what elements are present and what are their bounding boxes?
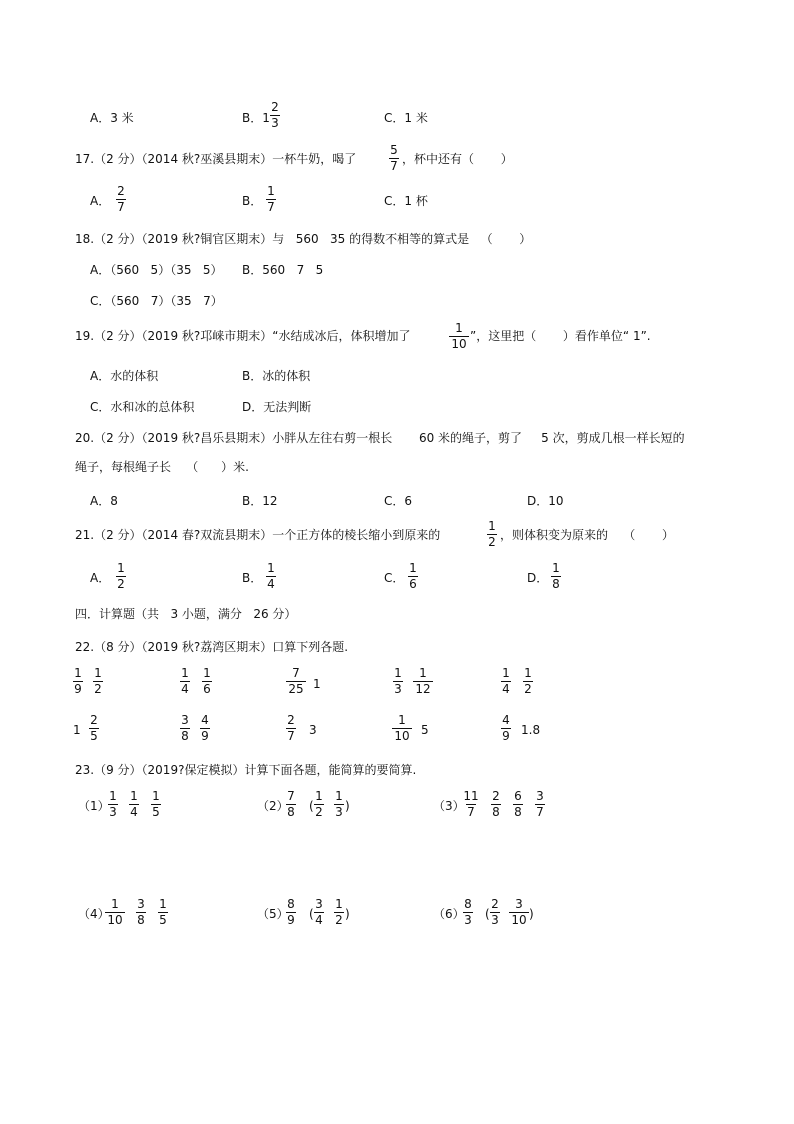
numerator: 5: [390, 143, 398, 157]
q23-item6-frac3: [509, 898, 529, 927]
q23-item5-open-paren: (: [309, 907, 314, 921]
denominator: 2: [117, 577, 125, 591]
q22-stem: 22.（8 分）（2019 秋?荔湾区期末）口算下列各题.: [75, 640, 349, 654]
numerator: 3: [315, 897, 323, 911]
denominator: 9: [502, 729, 510, 743]
denominator: 3: [394, 682, 402, 696]
q22-r1-c4-frac1: [393, 667, 403, 696]
q23-item2-frac3: [334, 790, 344, 819]
q23-stem: 23.（9 分）（2019?保定模拟）计算下面各题，能简算的要简算.: [75, 763, 417, 777]
q16-option-b-fraction: [270, 101, 280, 130]
q21-option-b-fraction: [266, 562, 276, 591]
q18-option-a: A．（560 5）（35 5）: [90, 263, 223, 277]
numerator: 1: [315, 789, 323, 803]
q22-r1-c5-frac2: [523, 667, 533, 696]
numerator: 2: [117, 184, 125, 198]
numerator: 1: [181, 666, 189, 680]
denominator: 2: [94, 682, 102, 696]
numerator: 1: [203, 666, 211, 680]
q22-r2-c4-tail: 5: [421, 723, 429, 737]
q23-item3-frac1: [463, 789, 479, 819]
numerator: 3: [515, 897, 523, 911]
denominator: 7: [467, 805, 475, 819]
numerator: 1: [74, 666, 82, 680]
q18-option-b: B．560 7 5: [242, 263, 324, 277]
denominator: 8: [181, 729, 189, 743]
q23-item4-label: （4）: [78, 907, 110, 921]
denominator: 8: [287, 805, 295, 819]
q17-option-a-fraction: [116, 185, 126, 214]
q16-option-b-label: B．1: [242, 111, 270, 125]
q23-item5-close-paren: ): [345, 907, 350, 921]
q17-option-a-label: A．: [90, 194, 111, 208]
numerator: 1: [335, 789, 343, 803]
q19-stem-fraction: [449, 322, 469, 351]
denominator: 4: [181, 682, 189, 696]
denominator: 9: [287, 913, 295, 927]
denominator: 8: [514, 805, 522, 819]
numerator: 1: [488, 519, 496, 533]
q22-r1-c1-frac2: [93, 667, 103, 696]
numerator: 3: [536, 789, 544, 803]
q19-option-c: C．水和冰的总体积: [90, 400, 195, 414]
denominator: 10: [394, 729, 410, 743]
q19-option-a: A．水的体积: [90, 369, 159, 383]
denominator: 2: [488, 535, 496, 549]
numerator: 6: [514, 789, 522, 803]
numerator: 4: [201, 713, 209, 727]
numerator: 2: [287, 713, 295, 727]
denominator: 7: [287, 729, 295, 743]
denominator: 8: [552, 577, 560, 591]
numerator: 2: [491, 897, 499, 911]
q23-item4-frac1: [105, 898, 125, 927]
denominator: 5: [159, 913, 167, 927]
q21-option-d-fraction: [551, 562, 561, 591]
q22-r1-c3-tail: 1: [313, 677, 321, 691]
q17-option-c: C．1 杯: [384, 194, 428, 208]
q21-option-a-label: A．: [90, 571, 111, 585]
denominator: 9: [201, 729, 209, 743]
q21-option-d-label: D．: [527, 571, 549, 585]
denominator: 2: [524, 682, 532, 696]
q19-stem-suffix: ”，这里把（ ）看作单位“ 1”.: [470, 329, 651, 343]
numerator: 1: [398, 713, 406, 727]
section-title: 四．计算题（共 3 小题，满分 26 分）: [75, 607, 297, 621]
q23-item2-frac1: [286, 790, 296, 819]
numerator: 2: [271, 100, 279, 114]
q17-option-b-label: B．: [242, 194, 263, 208]
q17-stem: 17.（2 分）（2014 秋?巫溪县期末）一杯牛奶，喝了: [75, 152, 357, 166]
numerator: 1: [409, 561, 417, 575]
denominator: 3: [491, 913, 499, 927]
q22-r2-c1-lead: 1: [73, 723, 81, 737]
q23-item1-frac3: [151, 790, 161, 819]
q22-r1-c3-frac1: [286, 667, 306, 696]
q23-item3-frac3: [513, 790, 523, 819]
q23-item4-frac2: [136, 898, 146, 927]
q22-r2-c5-frac1: [501, 714, 511, 743]
denominator: 6: [409, 577, 417, 591]
q20-option-b: B．12: [242, 494, 278, 508]
q23-item6-open-paren: (: [485, 907, 490, 921]
numerator: 7: [292, 666, 300, 680]
numerator: 1: [552, 561, 560, 575]
q21-option-c-label: C．: [384, 571, 405, 585]
q23-item3-label: （3）: [433, 799, 465, 813]
q23-item5-frac1: [286, 898, 296, 927]
q22-r1-c2-frac2: [202, 667, 212, 696]
q19-option-b: B．冰的体积: [242, 369, 311, 383]
numerator: 3: [137, 897, 145, 911]
q17-stem-fraction: [389, 144, 399, 173]
q21-stem-fraction: [487, 520, 497, 549]
q23-item6-frac1: [463, 898, 473, 927]
denominator: 7: [117, 200, 125, 214]
q22-r2-c2-frac2: [200, 714, 210, 743]
q22-r2-c3-tail: 3: [309, 723, 317, 737]
numerator: 8: [464, 897, 472, 911]
q22-r1-c2-frac1: [180, 667, 190, 696]
numerator: 2: [492, 789, 500, 803]
q23-item3-frac2: [491, 790, 501, 819]
q20-option-d: D．10: [527, 494, 564, 508]
q22-r2-c1-frac1: [89, 714, 99, 743]
numerator: 1: [94, 666, 102, 680]
q18-option-c: C．（560 7）（35 7）: [90, 294, 223, 308]
q22-r1-c4-frac2: [413, 667, 433, 696]
numerator: 1: [524, 666, 532, 680]
numerator: 1: [335, 897, 343, 911]
denominator: 9: [74, 682, 82, 696]
denominator: 3: [271, 116, 279, 130]
q22-r2-c2-frac1: [180, 714, 190, 743]
q19-stem: 19.（2 分）（2019 秋?邛崃市期末）“水结成冰后，体积增加了: [75, 329, 411, 343]
q20-stem-line1: 20.（2 分）（2019 秋?昌乐县期末）小胖从左往右剪一根长 60 米的绳子，剪了 5 次，剪成几根一样长短的: [75, 431, 685, 445]
denominator: 4: [130, 805, 138, 819]
q22-r2-c5-tail: 1.8: [521, 723, 541, 737]
denominator: 12: [415, 682, 431, 696]
numerator: 1: [394, 666, 402, 680]
q21-stem: 21.（2 分）（2014 春?双流县期末）一个正方体的棱长缩小到原来的: [75, 528, 441, 542]
numerator: 1: [419, 666, 427, 680]
q23-item2-close-paren: ): [345, 799, 350, 813]
numerator: 1: [267, 561, 275, 575]
q20-option-c: C．6: [384, 494, 413, 508]
denominator: 5: [152, 805, 160, 819]
denominator: 7: [267, 200, 275, 214]
denominator: 4: [267, 577, 275, 591]
q23-item6-close-paren: ): [529, 907, 534, 921]
numerator: 1: [455, 321, 463, 335]
denominator: 4: [502, 682, 510, 696]
denominator: 2: [335, 913, 343, 927]
denominator: 4: [315, 913, 323, 927]
denominator: 10: [511, 913, 527, 927]
q23-item4-frac3: [158, 898, 168, 927]
denominator: 25: [288, 682, 304, 696]
denominator: 8: [137, 913, 145, 927]
q23-item2-open-paren: (: [309, 799, 314, 813]
q19-option-d: D．无法判断: [242, 400, 312, 414]
numerator: 11: [463, 789, 479, 803]
q17-stem-suffix: ，杯中还有（ ）: [402, 152, 513, 166]
q23-item6-frac2: [490, 898, 500, 927]
q20-option-a: A．8: [90, 494, 118, 508]
q23-item1-frac1: [108, 790, 118, 819]
numerator: 1: [111, 897, 119, 911]
q17-option-b-fraction: [266, 185, 276, 214]
q21-option-c-fraction: [408, 562, 418, 591]
q23-item2-frac2: [314, 790, 324, 819]
q22-r2-c4-frac1: [392, 714, 412, 743]
numerator: 1: [267, 184, 275, 198]
q16-option-c: C．1 米: [384, 111, 428, 125]
denominator: 3: [109, 805, 117, 819]
q23-item5-frac2: [314, 898, 324, 927]
denominator: 5: [90, 729, 98, 743]
q21-option-a-fraction: [116, 562, 126, 591]
q18-stem: 18.（2 分）（2019 秋?铜官区期末）与 560 35 的得数不相等的算式是 （ ）: [75, 232, 532, 246]
numerator: 1: [117, 561, 125, 575]
q21-option-b-label: B．: [242, 571, 263, 585]
q23-item5-label: （5）: [257, 907, 289, 921]
q23-item1-frac2: [129, 790, 139, 819]
numerator: 2: [90, 713, 98, 727]
numerator: 1: [152, 789, 160, 803]
q20-stem-line2: 绳子，每根绳子长 （ ）米.: [75, 460, 249, 474]
numerator: 1: [130, 789, 138, 803]
q21-stem-suffix: ，则体积变为原来的 （ ）: [500, 528, 674, 542]
denominator: 7: [390, 159, 398, 173]
q23-item1-label: （1）: [78, 799, 110, 813]
q22-r1-c1-frac1: [73, 667, 83, 696]
q16-option-a: A．3 米: [90, 111, 134, 125]
denominator: 3: [335, 805, 343, 819]
numerator: 3: [181, 713, 189, 727]
q23-item3-frac4: [535, 790, 545, 819]
denominator: 7: [536, 805, 544, 819]
denominator: 10: [451, 337, 467, 351]
numerator: 1: [502, 666, 510, 680]
numerator: 1: [159, 897, 167, 911]
numerator: 4: [502, 713, 510, 727]
denominator: 10: [107, 913, 123, 927]
denominator: 2: [315, 805, 323, 819]
q22-r2-c3-frac1: [286, 714, 296, 743]
numerator: 8: [287, 897, 295, 911]
denominator: 6: [203, 682, 211, 696]
q23-item6-label: （6）: [433, 907, 465, 921]
denominator: 3: [464, 913, 472, 927]
q22-r1-c5-frac1: [501, 667, 511, 696]
denominator: 8: [492, 805, 500, 819]
numerator: 7: [287, 789, 295, 803]
numerator: 1: [109, 789, 117, 803]
q23-item5-frac3: [334, 898, 344, 927]
q23-item2-label: （2）: [257, 799, 289, 813]
